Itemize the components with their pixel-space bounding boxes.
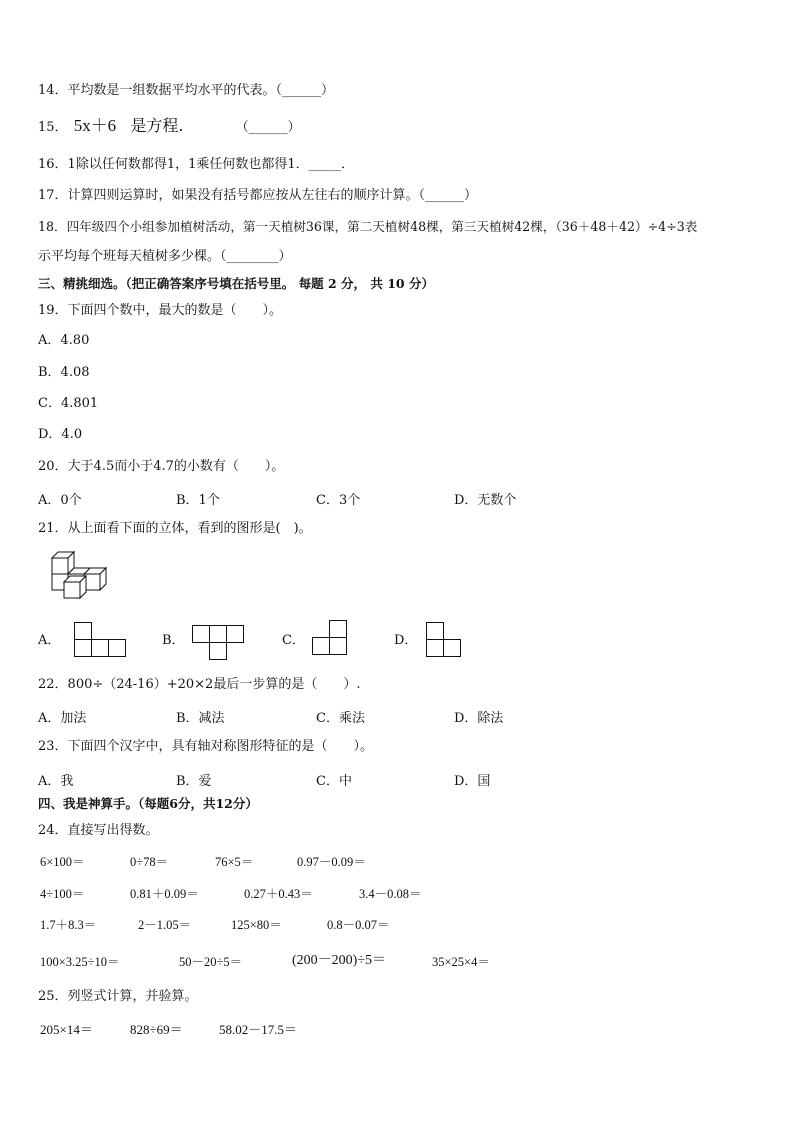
- question-24: 24．直接写出得数。: [38, 823, 159, 838]
- top-view-shape-c: [312, 620, 350, 656]
- section-3-heading: 三、精挑细选。（把正确答案序号填在括号里。 每题 2 分， 共 10 分）: [38, 276, 434, 291]
- section-4-heading: 四、我是神算手。（每题6分，共12分）: [38, 796, 258, 811]
- vertical-calc-1: 205×14＝: [40, 1022, 93, 1037]
- question-21: 21．从上面看下面的立体，看到的图形是( )。: [38, 521, 312, 536]
- calc-2-3: 0.27＋0.43＝: [244, 887, 313, 901]
- question-19: 19．下面四个数中，最大的数是（ ）。: [38, 303, 283, 318]
- question-19-option-b: B．4.08: [38, 365, 90, 380]
- question-23-option-c: C．中: [316, 774, 352, 789]
- calc-3-1: 1.7＋8.3＝: [40, 918, 97, 932]
- calc-2-2: 0.81＋0.09＝: [130, 887, 199, 901]
- calc-4-3: (200－200)÷5＝: [292, 953, 387, 968]
- question-19-option-a: A．4.80: [38, 333, 90, 348]
- question-22-option-c: C．乘法: [316, 711, 365, 726]
- calc-1-1: 6×100＝: [40, 855, 85, 869]
- question-23-option-b: B．爱: [176, 774, 212, 789]
- question-15-expression: 5x＋6: [73, 116, 117, 135]
- question-15: [38, 117, 301, 137]
- question-22-option-a: A．加法: [38, 711, 87, 726]
- calc-2-4: 3.4－0.08＝: [359, 887, 422, 901]
- question-23-option-d: D．国: [454, 774, 491, 789]
- cube-stack-figure: [48, 550, 118, 600]
- question-21-option-a: A．: [38, 633, 61, 648]
- question-20: 20．大于4.5而小于4.7的小数有（ ）。: [38, 459, 285, 474]
- question-15-text: 是方程.: [130, 116, 184, 135]
- calc-2-1: 4÷100＝: [40, 887, 85, 901]
- calc-4-1: 100×3.25÷10＝: [40, 955, 120, 969]
- calc-4-4: 35×25×4＝: [432, 955, 490, 969]
- calc-4-2: 50－20÷5＝: [179, 955, 243, 969]
- question-20-option-c: C．3个: [316, 493, 361, 508]
- question-23: 23．下面四个汉字中，具有轴对称图形特征的是（ ）。: [38, 739, 374, 754]
- vertical-calc-2: 828÷69＝: [130, 1022, 183, 1037]
- top-view-shape-a: [74, 622, 128, 658]
- calc-3-2: 2－1.05＝: [138, 918, 192, 932]
- question-22-option-d: D．除法: [454, 711, 504, 726]
- question-20-option-d: D．无数个: [454, 493, 517, 508]
- question-20-option-a: A．0个: [38, 493, 82, 508]
- question-25: 25．列竖式计算，并验算。: [38, 989, 198, 1004]
- question-18-line-2: 示平均每个班每天植树多少棵。（________）: [38, 249, 292, 264]
- vertical-calc-3: 58.02－17.5＝: [219, 1022, 298, 1037]
- question-15-number: 15．: [38, 120, 68, 135]
- question-22-option-b: B．减法: [176, 711, 225, 726]
- question-14: 14．平均数是一组数据平均水平的代表。（______）: [38, 83, 335, 98]
- question-18-line-1: 18．四年级四个小组参加植树活动，第一天植树36课，第二天植树48棵，第三天植树42棵，（36＋48＋42）÷4÷3表: [38, 219, 698, 234]
- calc-1-2: 0÷78＝: [130, 855, 169, 869]
- question-16: 16．1除以任何数都得1，1乘任何数也都得1．_____．: [38, 157, 355, 172]
- calc-3-4: 0.8－0.07＝: [327, 918, 390, 932]
- calc-3-3: 125×80＝: [231, 918, 282, 932]
- question-15-blank: （______）: [235, 120, 301, 135]
- top-view-shape-b: [192, 625, 246, 661]
- question-21-option-b: B．: [162, 633, 185, 648]
- question-23-option-a: A．我: [38, 774, 74, 789]
- question-22: 22．800÷（24-16）+20×2最后一步算的是（ ）.: [38, 677, 361, 692]
- question-19-option-c: C．4.801: [38, 396, 99, 411]
- calc-1-4: 0.97－0.09＝: [297, 855, 366, 869]
- question-21-option-d: D．: [394, 633, 418, 648]
- question-19-option-d: D．4.0: [38, 427, 83, 442]
- question-17: 17．计算四则运算时，如果没有括号都应按从左往右的顺序计算。（______）: [38, 188, 478, 203]
- question-21-option-c: C．: [282, 633, 305, 648]
- calc-1-3: 76×5＝: [215, 855, 254, 869]
- top-view-shape-d: [426, 622, 464, 658]
- question-20-option-b: B．1个: [176, 493, 220, 508]
